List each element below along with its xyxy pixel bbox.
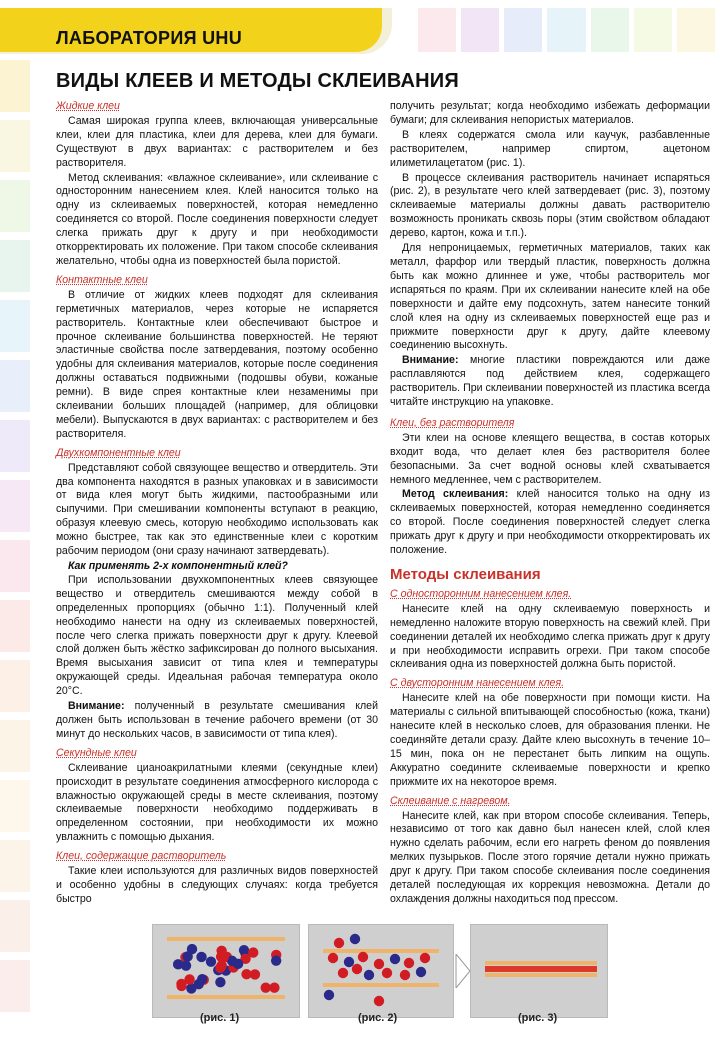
red-particle <box>374 996 384 1006</box>
method-text: клей наносится только на одну из склеиваемых поверхностей, которая немедленно соединяется со второй. После соединения поверхностей следует слегка прижать друг к другу и при необходимости откорректировать их положение. <box>390 488 710 557</box>
paragraph: При использовании двухкомпонентных клеев связующее вещество и отвердитель смешиваются между собой в определенных пропорциях (обычно 1:1). Полученный клей необходимо нанести на одну из склеиваемых поверхностей, после чего слегка прижать поверхности друг к другу. Клеевой слой должен быть жёстко зафиксирован до полного высыхания. Время высыхания зависит от типа клея и температуры окружающей среды. Идеальная рабочая температура около 20°С. <box>56 573 378 698</box>
sidebar-swatch <box>0 540 30 592</box>
blue-particle <box>173 959 183 969</box>
blue-particle <box>364 970 374 980</box>
figure-3-caption: (рис. 3) <box>518 1012 558 1024</box>
red-particle <box>382 968 392 978</box>
blue-particle <box>233 959 243 969</box>
figure-2-illustration <box>309 925 453 1017</box>
red-particle <box>358 952 368 962</box>
lab-title: ЛАБОРАТОРИЯ UHU <box>56 28 243 48</box>
sidebar-swatch <box>0 300 30 352</box>
top-strip <box>167 937 285 941</box>
figure-1 <box>152 924 300 1018</box>
paragraph: В клеях содержатся смола или каучук, разбавленные растворителем, например спиртом, ацетоном илиметилацетатом (рис. 1). <box>390 128 710 169</box>
blue-particle <box>271 955 281 965</box>
red-particle <box>176 981 186 991</box>
red-particle <box>404 958 414 968</box>
attention-paragraph <box>56 700 378 742</box>
red-particle <box>261 982 271 992</box>
figure-2-caption: (рис. 2) <box>358 1012 398 1024</box>
section-heading-heated: Склеивание с нагревом. <box>390 794 511 807</box>
color-sidebar <box>0 60 30 1051</box>
section-heading-contact: Контактные клеи <box>56 273 148 286</box>
blue-particle <box>390 954 400 964</box>
red-particle <box>352 964 362 974</box>
attention-label: Внимание: <box>402 354 459 367</box>
sidebar-swatch <box>0 180 30 232</box>
figure-1-illustration <box>153 925 299 1017</box>
section-heading-two-component: Двухкомпонентные клеи <box>56 446 181 459</box>
swatch <box>547 8 585 52</box>
blue-particle <box>206 957 216 967</box>
left-column <box>56 100 378 908</box>
top-strip <box>323 949 439 953</box>
sidebar-swatch <box>0 720 30 772</box>
red-particle <box>420 953 430 963</box>
bottom-strip <box>167 995 285 999</box>
sidebar-swatch <box>0 480 30 532</box>
swatch <box>504 8 542 52</box>
blue-particle <box>197 974 207 984</box>
section-heading-two-sided: С двусторонним нанесением клея. <box>390 677 565 690</box>
subheading-question: Как применять 2-х компонентный клей? <box>68 560 288 572</box>
paragraph: Для непроницаемых, герметичных материалов, таких как металл, фарфор или твердый пластик, поверхность должна быть как можно длиннее и уже, чтобы растворитель мог испаряться по краям. При их склеивании нанесите клей на обе поверхности и дайте ему подсохнуть, затем нанесите тонкий слой клея на одну из склеиваемых поверхностей еще раз и прижмите поверхности друг к другу, дайте клеевому соединению высохнуть. <box>390 242 710 352</box>
sidebar-swatch <box>0 900 30 952</box>
red-particle <box>216 960 226 970</box>
section-heading-second: Секундные клеи <box>56 746 137 759</box>
paragraph: Такие клеи используются для различных видов поверхностей и особенно удобны в следующих случаях: когда требуется быстро <box>56 865 378 905</box>
method-label: Метод склеивания: <box>402 488 509 501</box>
blue-particle <box>350 934 360 944</box>
paragraph: Эти клеи на основе клеящего вещества, в состав которых входит вода, что делает клея без растворителя более безопасными. За счет водной основы клей схватывается немного медленнее, чем с растворителем. <box>390 431 710 486</box>
header-color-swatches <box>418 8 720 52</box>
sidebar-swatch <box>0 120 30 172</box>
figure-3 <box>470 924 608 1018</box>
swatch <box>461 8 499 52</box>
blue-particle <box>182 951 192 961</box>
blue-particle <box>344 957 354 967</box>
paragraph: Нанесите клей на обе поверхности при помощи кисти. На материалы с сильной впитывающей способностью (кожа, ткани) нанесите клей в несколько слоев, для образования пленки. Не соединяйте детали сразу. Дайте клею высохнуть в течение 10–15 мин, пока он не перестанет быть липким на ощупь. Аккуратно соедините склеиваемые поверхности и крепко прижмите их на некоторое время. <box>390 692 710 788</box>
sidebar-swatch <box>0 600 30 652</box>
attention-paragraph <box>390 354 710 410</box>
paragraph: Представляют собой связующее вещество и отвердитель. Эти два компонента находятся в разных упаковках и в зависимости от вида клея могут быть жидкими, пастообразными или сыпучими. При смешивании компоненты вступают в реакцию, образуя клеевую смесь, которую необходимо использовать как можно быстрее, так как это единственные клеи с коротким рабочим периодом (они сразу начинают затвердевать). <box>56 461 378 558</box>
right-column <box>390 100 710 908</box>
section-heading-no-solvent: Клеи, без растворителя <box>390 416 515 429</box>
section-heading-solvent: Клеи, содержащие растворитель <box>56 850 227 863</box>
figure-1-caption: (рис. 1) <box>200 1012 240 1024</box>
attention-text: полученный в результате смешивания клей должен быть использован в течение рабочего времени (от 30 минут до нескольких часов, в зависимости от типа клея). <box>56 700 378 740</box>
red-particle <box>374 959 384 969</box>
sidebar-swatch <box>0 420 30 472</box>
swatch <box>418 8 456 52</box>
section-heading-liquid: Жидкие клеи <box>56 100 120 112</box>
swatch <box>677 8 715 52</box>
top-strip <box>485 961 597 965</box>
paragraph: Склеивание цианоакрилатными клеями (секундные клеи) происходит в результате соединения атмосферного кислорода с влажностью окружающей среды в месте склеивания, поэтому склеиваемые поверхности необходимо поддерживать в определенном состоянии, при необходимости их можно увлажнить с помощью дыхания. <box>56 761 378 844</box>
blue-particle <box>324 990 334 1000</box>
red-particle <box>334 938 344 948</box>
figure-2 <box>308 924 454 1018</box>
red-particle <box>328 953 338 963</box>
figures-strip <box>152 924 608 1028</box>
paragraph: Самая широкая группа клеев, включающая универсальные клеи, клеи для пластика, клеи для дерева, клеи для бумаги. Существуют в двух вариантах: с растворителем и без растворителя. <box>56 114 378 169</box>
red-particle <box>248 947 258 957</box>
page-title: ВИДЫ КЛЕЕВ И МЕТОДЫ СКЛЕИВАНИЯ <box>56 70 459 92</box>
paragraph: В процессе склеивания растворитель начинает испаряться (рис. 2), в результате чего клей затвердевает (рис. 3), поэтому склеиваемые материалы должны давать растворителю возможность проникать сквозь поры (этим свойством обладают дерево, картон, кожа и т.п.). <box>390 171 710 240</box>
paragraph: В отличие от жидких клеев подходят для склеивания герметичных материалов, через которые не испаряется растворитель. Контактные клеи обеспечивают быстрое и прочное склеивание большинства поверхностей. Не теряют эластичные свойства после затвердевания, поэтому особенно удобны для склеивания материалов, которые после соединения должны оставаться подвижными (подошвы обуви, кожаные ремни). В виде спрея контактные клеи незаменимы при склеивании больших площадей (например, для облицовки мебели). Выпускаются в двух вариантах: с растворителем и без растворителя. <box>56 288 378 440</box>
bottom-strip <box>323 983 439 987</box>
bottom-strip <box>485 973 597 977</box>
blue-particle <box>416 967 426 977</box>
sidebar-swatch <box>0 360 30 412</box>
swatch <box>634 8 672 52</box>
sidebar-swatch <box>0 780 30 832</box>
sidebar-swatch <box>0 660 30 712</box>
red-particle <box>400 970 410 980</box>
method-paragraph <box>390 488 710 558</box>
methods-heading: Методы склеивания <box>390 566 541 583</box>
paragraph: получить результат; когда необходимо избежать деформации бумаги; для склеивания непористых материалов. <box>390 100 710 126</box>
paragraph: Метод склеивания: «влажное склеивание», или склеивание с односторонним нанесением клея. Клей наносится только на одну из склеиваемых поверхностей, которая немедленно соединяется со второй. После соединения поверхности следует слегка прижать друг к другу и при необходимости откорректировать их положение. При таком способе склеивания желательно, чтобы одна из поверхностей была пористой. <box>56 171 378 267</box>
sidebar-swatch <box>0 240 30 292</box>
attention-text: многие пластики повреждаются или даже расплавляются под действием клея, содержащего растворитель. При склеивании поверхностей из пластика всегда читайте инструкцию на упаковке. <box>390 354 710 409</box>
paragraph: Нанесите клей на одну склеиваемую поверхность и немедленно наложите вторую поверхность на свежий клей. При соединении деталей их необходимо слегка прижать друг к другу и при необходимости исправить огрехи. При таком способе склеивания одна из поверхностей должна быть пористой. <box>390 602 710 671</box>
figure-3-illustration <box>471 925 607 1017</box>
attention-label: Внимание: <box>68 700 125 713</box>
red-particle <box>241 969 251 979</box>
blue-particle <box>215 977 225 987</box>
cured-glue-layer <box>485 966 597 972</box>
section-heading-one-sided: С односторонним нанесением клея. <box>390 587 572 600</box>
swatch <box>591 8 629 52</box>
sidebar-swatch <box>0 840 30 892</box>
sidebar-swatch <box>0 60 30 112</box>
red-particle <box>216 946 226 956</box>
sidebar-swatch <box>0 960 30 1012</box>
red-particle <box>338 968 348 978</box>
paragraph: Нанесите клей, как при втором способе склеивания. Теперь, независимо от того как давно был нанесен клей, слой клея нужно сделать рабочим, если его нагреть феном до появления мелких пузырьков. После этого горячие детали нужно прижать друг к другу. При таком способе склеивания после соединения деталей последующая их коррекция невозможна. Детали до охлаждения должны находиться под прессом. <box>390 809 710 905</box>
blue-particle <box>196 952 206 962</box>
